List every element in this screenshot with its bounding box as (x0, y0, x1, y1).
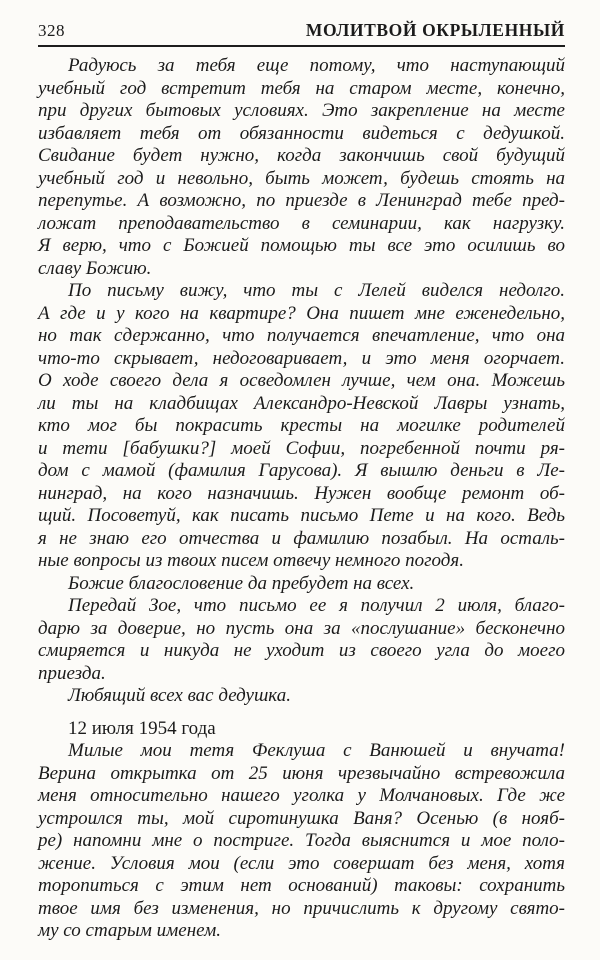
text-line: Радуюсь за тебя еще потому, что наступающий (68, 55, 565, 76)
text-line: Верина открытка от 25 июня чрезвычайно встревожила (38, 762, 565, 784)
text-line: 12 июля 1954 года (68, 717, 216, 739)
paragraph (38, 740, 565, 943)
text-line: Любящий всех вас дедушка. (68, 685, 291, 706)
text-line: учебный год и невольно, быть может, будешь стоять на (38, 167, 565, 189)
paragraph (38, 573, 565, 596)
text-line: но так сдержанно, что получается впечатление, что она (38, 325, 565, 346)
text-line: меня относительно нашего уголка у Молчановых. Где же (38, 785, 565, 806)
text-line: избавляет тебя от обязанности видеться с дедушкой. (38, 122, 565, 144)
running-title: МОЛИТВОЙ ОКРЫЛЕННЫЙ (305, 20, 565, 40)
text-line: нинград, на кого назначишь. Нужен вообще ремонт об- (38, 482, 565, 504)
paragraph (38, 55, 565, 280)
text-line: и тети [бабушки?] моей Софии, погребенной почти ря- (38, 437, 565, 459)
text-line: дом с мамой (фамилия Гарусова). Я вышлю деньги в Ле- (38, 460, 565, 481)
text-line: По письму вижу, что ты с Лелей виделся недолго. (68, 280, 565, 301)
text-line: жение. Условия мои (если это совершат без меня, хотя (38, 852, 565, 874)
text-line: твое имя без изменения, но причислить к другому свято- (38, 897, 565, 919)
text-line: приезда. (38, 662, 106, 684)
text-line: я не знаю его отчества и фамилию позабыл. На осталь- (38, 527, 565, 549)
text-line: кто мог бы покрасить кресты на могилке родителей (38, 415, 565, 436)
text-line: при других бытовых условиях. Это закрепление на месте (38, 100, 565, 121)
text-line: му со старым именем. (38, 920, 221, 941)
page-number: 328 (38, 21, 65, 40)
text-line: учебный год встретит тебя на старом месте, конечно, (38, 77, 565, 99)
text-line: щий. Посоветуй, как писать письмо Пете и на кого. Ведь (38, 505, 565, 526)
paragraph (38, 280, 565, 573)
text-line: дарю за доверие, но пусть она за «послушание» бесконечно (38, 617, 565, 639)
text-line: ложат преподавательство в семинарии, как нагрузку. (38, 212, 565, 234)
letter-date (38, 718, 565, 741)
text-line: устроился ты, мой сиротинушка Ваня? Осенью (в нояб- (38, 807, 565, 829)
text-line: перепутье. А возможно, по приезде в Ленинград тебе пред- (38, 190, 565, 211)
paragraph (38, 685, 565, 708)
running-head (38, 0, 565, 41)
text-line: славу Божию. (38, 257, 152, 279)
text-line: смиряется и никуда не уходит из своего угла до моего (38, 640, 565, 661)
text-line: Я верю, что с Божией помощью ты все это осилишь во (38, 235, 565, 256)
text-line: ли ты на кладбищах Александро-Невской Лавры узнать, (38, 392, 565, 414)
text-line: Божие благословение да пребудет на всех. (68, 572, 415, 594)
text-line: ные вопросы из твоих писем отвечу немного погодя. (38, 550, 464, 571)
page-body (38, 47, 565, 943)
text-line: О ходе своего дела я осведомлен лучше, чем она. Можешь (38, 370, 565, 391)
text-line: Свидание будет нужно, когда закончишь свой будущий (38, 145, 565, 166)
paragraph (38, 595, 565, 685)
text-line: Передай Зое, что письмо ее я получил 2 июля, благо- (68, 595, 565, 616)
text-line: А где и у кого на квартире? Она пишет мне еженедельно, (38, 302, 565, 324)
text-line: что-то скрывает, недоговаривает, и это меня огорчает. (38, 347, 565, 369)
text-line: торопиться с этим нет оснований) таковы: сохранить (38, 875, 565, 896)
text-line: Милые мои тетя Феклуша с Ванюшей и внучата! (68, 740, 565, 761)
text-line: ре) напомни мне о постриге. Тогда выяснится и мое поло- (38, 830, 565, 851)
